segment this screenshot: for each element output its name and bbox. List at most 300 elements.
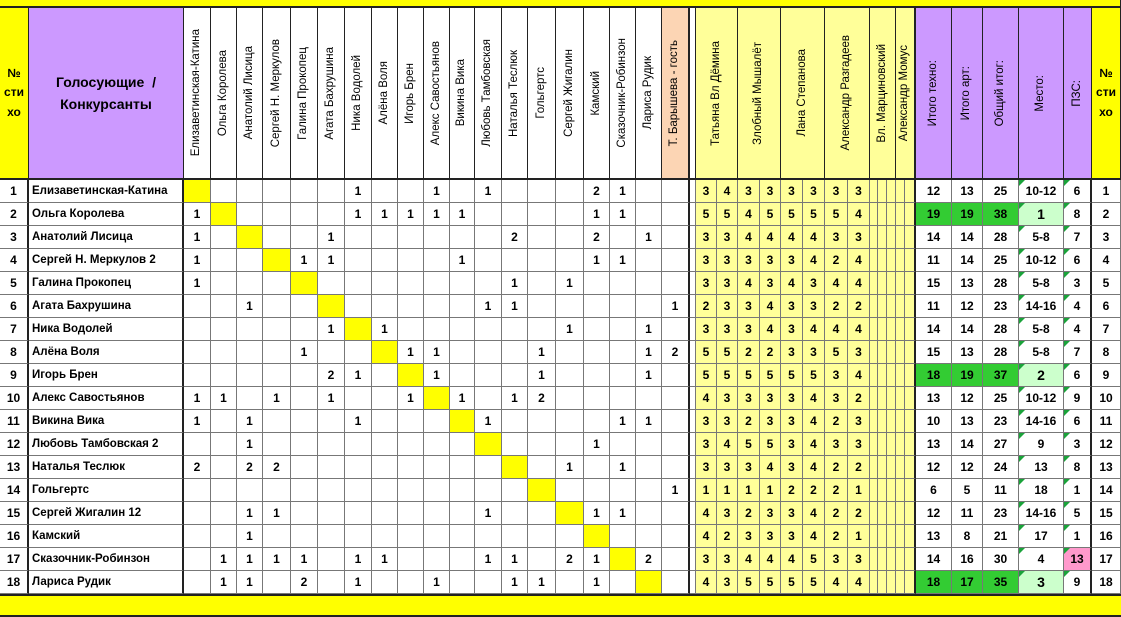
vote-cell	[263, 272, 291, 295]
header-label: Алекс Савостьянов	[429, 40, 442, 146]
voter-header	[291, 8, 318, 180]
judge-header	[738, 8, 781, 180]
vote-cell	[450, 180, 475, 203]
judge-score: 3	[803, 272, 825, 295]
vote-cell	[291, 525, 318, 548]
vote-cell	[372, 410, 398, 433]
row-number-right: 9	[1092, 364, 1121, 387]
judge-score: 4	[781, 272, 803, 295]
place: 2	[1019, 364, 1064, 387]
judge-score: 5	[825, 203, 848, 226]
row-number-right: 6	[1092, 295, 1121, 318]
judge-score: 2	[825, 295, 848, 318]
judge-empty	[905, 272, 916, 295]
judge-score: 3	[803, 295, 825, 318]
vote-cell	[662, 180, 690, 203]
corner-marker	[1064, 180, 1070, 186]
art-total: 12	[952, 295, 983, 318]
judge-score: 1	[696, 479, 717, 502]
vote-cell: 1	[237, 295, 263, 318]
judge-score: 5	[717, 341, 738, 364]
vote-cell: 1	[502, 272, 528, 295]
vote-cell: 1	[584, 249, 610, 272]
grand-total: 25	[983, 249, 1019, 272]
vote-cell	[610, 295, 636, 318]
judge-score: 3	[760, 525, 781, 548]
vote-cell	[372, 571, 398, 594]
judge-score: 3	[848, 433, 870, 456]
judge-score: 4	[803, 525, 825, 548]
judge-empty	[905, 433, 916, 456]
header-label: Сергей Жигалин	[562, 49, 575, 137]
judge-score: 4	[803, 318, 825, 341]
vote-cell	[345, 387, 372, 410]
vote-cell	[398, 456, 424, 479]
art-total: 13	[952, 341, 983, 364]
vote-cell	[556, 226, 584, 249]
contestant-name: Елизаветинская-Катина	[29, 180, 184, 203]
vote-cell	[345, 341, 372, 364]
contestant-name: Любовь Тамбовская 2	[29, 433, 184, 456]
judge-empty	[878, 479, 887, 502]
vote-cell	[184, 502, 211, 525]
judge-score: 3	[781, 525, 803, 548]
vote-cell	[318, 525, 345, 548]
judge-score: 3	[717, 272, 738, 295]
judge-score: 4	[825, 318, 848, 341]
judge-empty	[878, 433, 887, 456]
pzs: 4	[1064, 318, 1092, 341]
vote-cell	[372, 249, 398, 272]
vote-cell: 2	[584, 226, 610, 249]
art-total: 13	[952, 272, 983, 295]
vote-cell	[372, 433, 398, 456]
judge-empty	[896, 479, 905, 502]
vote-cell	[610, 433, 636, 456]
place: 17	[1019, 525, 1064, 548]
judge-empty	[878, 364, 887, 387]
judge-empty	[870, 249, 878, 272]
vote-cell: 1	[424, 180, 450, 203]
judge-score: 3	[696, 318, 717, 341]
header-label: Итого арт:	[960, 65, 973, 121]
judge-empty	[905, 226, 916, 249]
vote-cell	[450, 525, 475, 548]
vote-cell	[475, 364, 502, 387]
vote-cell	[263, 249, 291, 272]
corner-marker	[1064, 410, 1070, 416]
judge-empty	[896, 456, 905, 479]
vote-cell: 1	[424, 364, 450, 387]
vote-cell	[528, 180, 556, 203]
vote-cell	[211, 295, 237, 318]
art-total: 11	[952, 502, 983, 525]
judge-score: 3	[781, 387, 803, 410]
vote-cell	[556, 410, 584, 433]
header-label: Елизаветинская-Катина	[190, 29, 203, 157]
voter-header	[424, 8, 450, 180]
judge-score: 2	[825, 456, 848, 479]
corner-marker	[1064, 226, 1070, 232]
art-total: 14	[952, 433, 983, 456]
judge-score: 3	[717, 249, 738, 272]
vote-cell: 1	[291, 249, 318, 272]
contestant-name: Алекс Савостьянов	[29, 387, 184, 410]
judge-empty	[887, 410, 896, 433]
row-number-right: 4	[1092, 249, 1121, 272]
judge-score: 5	[760, 571, 781, 594]
corner-marker	[1064, 502, 1070, 508]
judge-score: 3	[696, 272, 717, 295]
vote-cell	[345, 456, 372, 479]
vote-cell: 1	[610, 502, 636, 525]
judge-empty	[887, 180, 896, 203]
vote-cell	[211, 502, 237, 525]
vote-cell	[211, 249, 237, 272]
voter-header	[372, 8, 398, 180]
judge-empty	[870, 203, 878, 226]
vote-cell	[291, 272, 318, 295]
header-label: Ольга Королева	[216, 49, 229, 137]
vote-cell: 1	[450, 203, 475, 226]
vote-cell	[450, 295, 475, 318]
corner-marker	[1064, 387, 1070, 393]
vote-cell	[610, 318, 636, 341]
vote-cell	[318, 433, 345, 456]
vote-cell	[450, 272, 475, 295]
vote-cell: 1	[345, 180, 372, 203]
corner-header-label: Голосующие / Конкурсанты	[56, 73, 156, 112]
judge-score: 2	[848, 295, 870, 318]
judge-empty	[878, 295, 887, 318]
judge-score: 3	[717, 456, 738, 479]
header-label: Татьяна Вл Дёмина	[709, 40, 722, 146]
judge-empty	[878, 502, 887, 525]
vote-cell	[424, 272, 450, 295]
vote-cell: 1	[556, 272, 584, 295]
grand-total: 11	[983, 479, 1019, 502]
vote-cell	[345, 249, 372, 272]
vote-cell	[475, 249, 502, 272]
judge-empty	[870, 548, 878, 571]
vote-cell: 2	[263, 456, 291, 479]
vote-cell	[424, 479, 450, 502]
vote-cell: 1	[584, 502, 610, 525]
vote-cell	[211, 433, 237, 456]
vote-cell	[291, 456, 318, 479]
voter-header	[475, 8, 502, 180]
vote-cell	[237, 272, 263, 295]
vote-cell	[263, 364, 291, 387]
vote-cell	[184, 525, 211, 548]
vote-cell	[528, 249, 556, 272]
vote-cell	[556, 571, 584, 594]
vote-cell	[398, 272, 424, 295]
judge-score: 5	[760, 203, 781, 226]
vote-cell: 1	[398, 203, 424, 226]
vote-cell: 1	[372, 548, 398, 571]
vote-cell	[450, 479, 475, 502]
vote-cell: 1	[475, 180, 502, 203]
vote-cell	[372, 180, 398, 203]
vote-cell: 1	[372, 318, 398, 341]
vote-cell	[556, 525, 584, 548]
vote-cell	[291, 433, 318, 456]
vote-cell: 1	[237, 410, 263, 433]
judge-score: 3	[760, 502, 781, 525]
vote-cell: 1	[662, 479, 690, 502]
vote-cell	[263, 226, 291, 249]
judge-score: 4	[760, 548, 781, 571]
place: 10-12	[1019, 249, 1064, 272]
vote-cell	[502, 180, 528, 203]
judge-empty	[870, 502, 878, 525]
vote-cell: 1	[636, 410, 662, 433]
vote-cell	[263, 180, 291, 203]
corner-marker	[1019, 203, 1025, 209]
grand-total: 35	[983, 571, 1019, 594]
judge-score: 5	[738, 433, 760, 456]
judge-score: 3	[717, 387, 738, 410]
vote-cell	[398, 479, 424, 502]
vote-cell: 1	[184, 249, 211, 272]
vote-cell	[584, 295, 610, 318]
judge-empty	[870, 387, 878, 410]
vote-cell	[662, 387, 690, 410]
judge-empty	[878, 456, 887, 479]
place: 10-12	[1019, 387, 1064, 410]
vote-cell: 1	[528, 341, 556, 364]
vote-cell	[345, 272, 372, 295]
corner-marker	[1064, 203, 1070, 209]
corner-marker	[1019, 502, 1025, 508]
techno-total: 12	[916, 502, 952, 525]
header-label: Камский	[589, 70, 602, 116]
vote-cell	[398, 548, 424, 571]
corner-marker	[1064, 272, 1070, 278]
vote-cell	[528, 226, 556, 249]
row-number: 10	[0, 387, 29, 410]
header-label: Сергей Н. Меркулов	[269, 38, 282, 148]
contestant-name: Сергей Жигалин 12	[29, 502, 184, 525]
vote-cell	[502, 479, 528, 502]
contestant-name: Агата Бахрушина	[29, 295, 184, 318]
techno-total: 15	[916, 272, 952, 295]
judge-empty	[878, 249, 887, 272]
vote-cell: 2	[636, 548, 662, 571]
judge-empty	[887, 341, 896, 364]
judge-score: 3	[696, 180, 717, 203]
vote-cell	[450, 571, 475, 594]
vote-cell	[424, 433, 450, 456]
vote-cell: 1	[345, 548, 372, 571]
judge-score: 4	[803, 410, 825, 433]
vote-cell	[372, 295, 398, 318]
judge-score: 5	[781, 203, 803, 226]
row-number: 15	[0, 502, 29, 525]
judge-empty	[870, 433, 878, 456]
vote-cell	[291, 410, 318, 433]
place: 3	[1019, 571, 1064, 594]
total-header	[916, 8, 952, 180]
vote-cell	[398, 502, 424, 525]
vote-cell	[610, 272, 636, 295]
judge-score: 4	[848, 571, 870, 594]
vote-cell	[184, 318, 211, 341]
row-number: 9	[0, 364, 29, 387]
vote-cell	[584, 318, 610, 341]
judge-score: 4	[760, 226, 781, 249]
vote-cell: 1	[636, 226, 662, 249]
voter-header	[211, 8, 237, 180]
grand-total: 23	[983, 502, 1019, 525]
judge-score: 3	[738, 387, 760, 410]
grand-total: 37	[983, 364, 1019, 387]
corner-marker	[1019, 433, 1025, 439]
vote-cell: 1	[450, 387, 475, 410]
judge-empty	[878, 341, 887, 364]
techno-total: 11	[916, 249, 952, 272]
vote-cell: 1	[475, 548, 502, 571]
vote-cell	[636, 249, 662, 272]
grand-total: 28	[983, 226, 1019, 249]
vote-cell	[610, 387, 636, 410]
vote-cell: 1	[584, 548, 610, 571]
contestant-name: Камский	[29, 525, 184, 548]
voter-header	[345, 8, 372, 180]
corner-marker	[1019, 548, 1025, 554]
judge-empty	[887, 433, 896, 456]
pzs: 6	[1064, 249, 1092, 272]
pzs: 3	[1064, 272, 1092, 295]
judge-score: 5	[803, 548, 825, 571]
voter-header	[502, 8, 528, 180]
judge-empty	[870, 525, 878, 548]
header-label: Алёна Воля	[377, 61, 390, 125]
contestant-name: Анатолий Лисица	[29, 226, 184, 249]
techno-total: 11	[916, 295, 952, 318]
judge-score: 4	[848, 318, 870, 341]
vote-cell	[584, 525, 610, 548]
vote-cell	[291, 295, 318, 318]
techno-total: 14	[916, 226, 952, 249]
vote-cell	[528, 479, 556, 502]
row-number: 12	[0, 433, 29, 456]
vote-cell	[610, 226, 636, 249]
vote-cell	[528, 502, 556, 525]
row-number: 4	[0, 249, 29, 272]
voter-header	[450, 8, 475, 180]
judge-empty	[870, 295, 878, 318]
judge-score: 2	[803, 479, 825, 502]
vote-cell: 1	[237, 525, 263, 548]
judge-score: 4	[803, 226, 825, 249]
pzs: 6	[1064, 180, 1092, 203]
vote-cell	[345, 525, 372, 548]
judge-score: 4	[803, 249, 825, 272]
vote-cell	[211, 479, 237, 502]
row-number: 2	[0, 203, 29, 226]
vote-cell	[502, 502, 528, 525]
vote-cell	[263, 571, 291, 594]
vote-cell	[398, 433, 424, 456]
vote-cell	[502, 364, 528, 387]
judge-score: 3	[696, 456, 717, 479]
vote-cell	[372, 456, 398, 479]
judge-empty	[905, 502, 916, 525]
judge-score: 4	[738, 203, 760, 226]
header-label: Любовь Тамбовская	[481, 39, 494, 147]
vote-cell	[372, 364, 398, 387]
judge-score: 3	[738, 318, 760, 341]
judge-score: 5	[696, 203, 717, 226]
judge-empty	[887, 249, 896, 272]
header-label: Т. Барышева - гость	[668, 39, 681, 147]
vote-cell: 1	[502, 387, 528, 410]
vote-cell	[475, 387, 502, 410]
judge-score: 3	[848, 548, 870, 571]
vote-cell	[528, 548, 556, 571]
vote-cell: 1	[184, 203, 211, 226]
judge-score: 4	[760, 295, 781, 318]
judge-score: 2	[825, 502, 848, 525]
vote-cell: 2	[556, 548, 584, 571]
place: 4	[1019, 548, 1064, 571]
vote-cell	[662, 272, 690, 295]
num-header	[0, 8, 29, 180]
judge-score: 5	[717, 203, 738, 226]
judge-empty	[878, 272, 887, 295]
header-label: Наталья Теслюк	[507, 49, 520, 137]
vote-cell	[211, 364, 237, 387]
vote-cell	[450, 226, 475, 249]
row-number-right: 17	[1092, 548, 1121, 571]
vote-cell: 1	[184, 387, 211, 410]
pzs: 1	[1064, 479, 1092, 502]
judge-empty	[887, 318, 896, 341]
judge-score: 3	[717, 226, 738, 249]
corner-marker	[1019, 341, 1025, 347]
judge-score: 4	[696, 525, 717, 548]
judge-score: 5	[760, 364, 781, 387]
art-total: 14	[952, 226, 983, 249]
judge-score: 3	[738, 456, 760, 479]
vote-cell: 2	[318, 364, 345, 387]
vote-cell: 1	[263, 387, 291, 410]
judge-score: 3	[825, 548, 848, 571]
judge-score: 4	[738, 272, 760, 295]
vote-cell	[636, 295, 662, 318]
vote-cell	[291, 502, 318, 525]
judge-score: 5	[825, 341, 848, 364]
judge-empty	[887, 226, 896, 249]
vote-cell	[291, 479, 318, 502]
vote-cell	[556, 180, 584, 203]
vote-cell	[318, 203, 345, 226]
grand-total: 23	[983, 410, 1019, 433]
header-label: Место:	[1034, 74, 1047, 112]
vote-cell	[372, 272, 398, 295]
pzs: 4	[1064, 295, 1092, 318]
vote-cell	[502, 433, 528, 456]
row-number: 17	[0, 548, 29, 571]
pzs: 1	[1064, 525, 1092, 548]
vote-cell	[291, 226, 318, 249]
judge-score: 3	[760, 180, 781, 203]
vote-cell	[318, 502, 345, 525]
judge-score: 3	[848, 341, 870, 364]
vote-cell: 2	[291, 571, 318, 594]
